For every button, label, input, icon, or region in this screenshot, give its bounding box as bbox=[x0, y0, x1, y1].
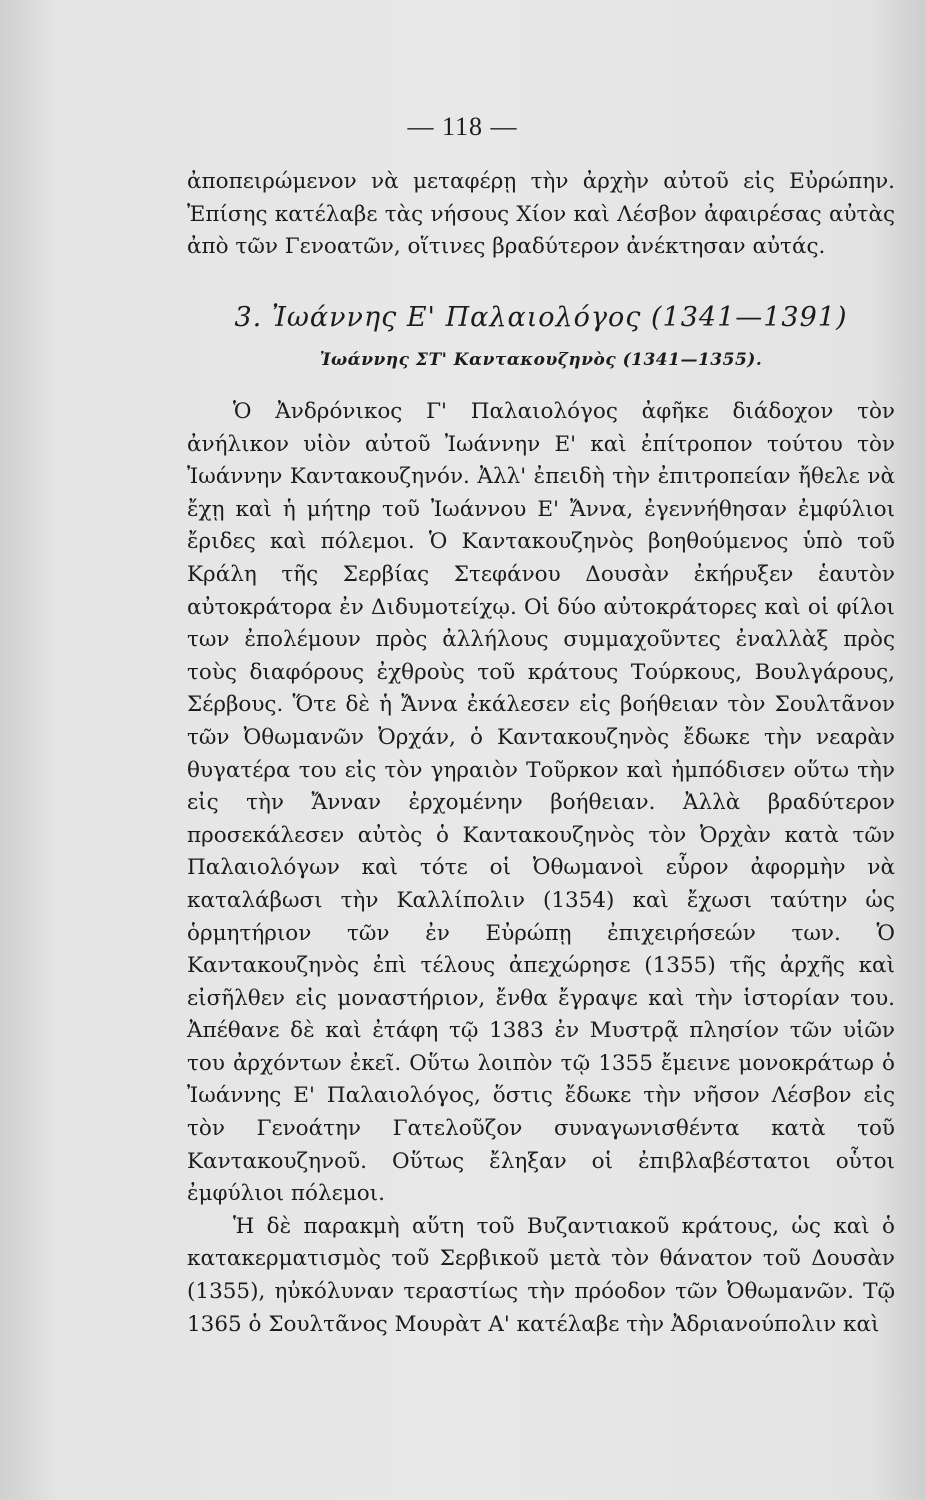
paragraph: Ἡ δὲ παρακμὴ αὕτη τοῦ Βυζαντιακοῦ κράτους, ὡς καὶ ὁ κατακερματισμὸς τοῦ Σερβικοῦ μετὰ τὸν θάνατον τοῦ Δουσὰν (1355), ηὐκόλυναν τεραστίως τὴν πρόοδον τῶν Ὀθωμανῶν. Τῷ 1365 ὁ Σουλτᾶνος Μουρὰτ Α' κατέλαβε τὴν Ἀδριανούπολιν καὶ bbox=[187, 1213, 895, 1337]
intro-text-block bbox=[187, 166, 895, 264]
intro-paragraph: ἀποπειρώμενον νὰ μεταφέρῃ τὴν ἀρχὴν αὐτοῦ εἰς Εὐρώπην. Ἐπίσης κατέλαβε τὰς νήσους Χίον καὶ Λέσβον ἀφαιρέσας αὐτὰς ἀπὸ τῶν Γενοατῶν, οἵτινες βραδύτερον ἀνέκτησαν αὐτάς. bbox=[187, 169, 895, 260]
page-number: — 118 — bbox=[407, 112, 518, 141]
paragraph: Ὁ Ἀνδρόνικος Γ' Παλαιολόγος ἀφῆκε διάδοχον τὸν ἀνήλικον υἱὸν αὐτοῦ Ἰωάννην Ε' καὶ ἐπίτροπον τούτου τὸν Ἰωάννην Καντακουζηνόν. Ἀλλ' ἐπειδὴ τὴν ἐπιτροπείαν ἤθελε νὰ ἔχῃ καὶ ἡ μήτηρ τοῦ Ἰωάννου Ε' Ἄννα, ἐγεννήθησαν ἐμφύλιοι ἔριδες καὶ πόλεμοι. Ὁ Καντακουζηνὸς βοηθούμενος ὑπὸ τοῦ Κράλη τῆς Σερβίας Στεφάνου Δουσὰν ἐκήρυξεν ἑαυτὸν αὐτοκράτορα ἐν Διδυμοτείχῳ. Οἱ δύο αὐτοκράτορες καὶ οἱ φίλοι των ἐπολέμουν πρὸς ἀλλήλους συμμαχοῦντες ἐναλλὰξ πρὸς τοὺς διαφόρους ἐχθροὺς τοῦ κράτους Τούρκους, Βουλγάρους, Σέρβους. Ὅτε δὲ ἡ Ἄννα ἐκάλεσεν εἰς βοήθειαν τὸν Σουλτᾶνον τῶν Ὀθωμανῶν Ὀρχάν, ὁ Καντακουζηνὸς ἔδωκε τὴν νεαρὰν θυγατέρα του εἰς τὸν γηραιὸν Τοῦρκον καὶ ἠμπόδισεν οὕτω τὴν εἰς τὴν Ἄνναν ἐρχομένην βοήθειαν. Ἀλλὰ βραδύτερον προσεκάλεσεν αὐτὸς ὁ Καντακουζηνὸς τὸν Ὀρχὰν κατὰ τῶν Παλαιολόγων καὶ τότε οἱ Ὀθωμανοὶ εὗρον ἀφορμὴν νὰ καταλάβωσι τὴν Καλλίπολιν (1354) καὶ ἔχωσι ταύτην ὡς ὁρμητήριον τῶν ἐν Εὐρώπῃ ἐπιχειρήσεών των. Ὁ Καντακουζηνὸς ἐπὶ τέλους ἀπεχώρησε (1355) τῆς ἀρχῆς καὶ εἰσῆλθεν εἰς μοναστήριον, ἔνθα ἔγραψε καὶ τὴν ἱστορίαν του. Ἀπέθανε δὲ καὶ ἐτάφη τῷ 1383 ἐν Μυστρᾷ πλησίον τῶν υἱῶν του ἀρχόντων ἐκεῖ. Οὕτω λοιπὸν τῷ 1355 ἔμεινε μονοκράτωρ ὁ Ἰωάννης Ε' Παλαιολόγος, ὅστις ἔδωκε τὴν νῆσον Λέσβον εἰς τὸν Γενοάτην Γατελοῦζον συναγωνισθέντα κατὰ τοῦ Καντακουζηνοῦ. Οὕτως ἔληξαν οἱ ἐπιβλαβέστατοι οὗτοι ἐμφύλιοι πόλεμοι. bbox=[187, 399, 895, 1207]
body-text-block bbox=[187, 396, 895, 1341]
section-heading: 3. Ἰωάννης Ε' Παλαιολόγος (1341—1391) bbox=[234, 302, 848, 333]
section-subheading: Ἰωάννης ΣΤ' Καντακουζηνὸς (1341—1355). bbox=[319, 350, 763, 370]
